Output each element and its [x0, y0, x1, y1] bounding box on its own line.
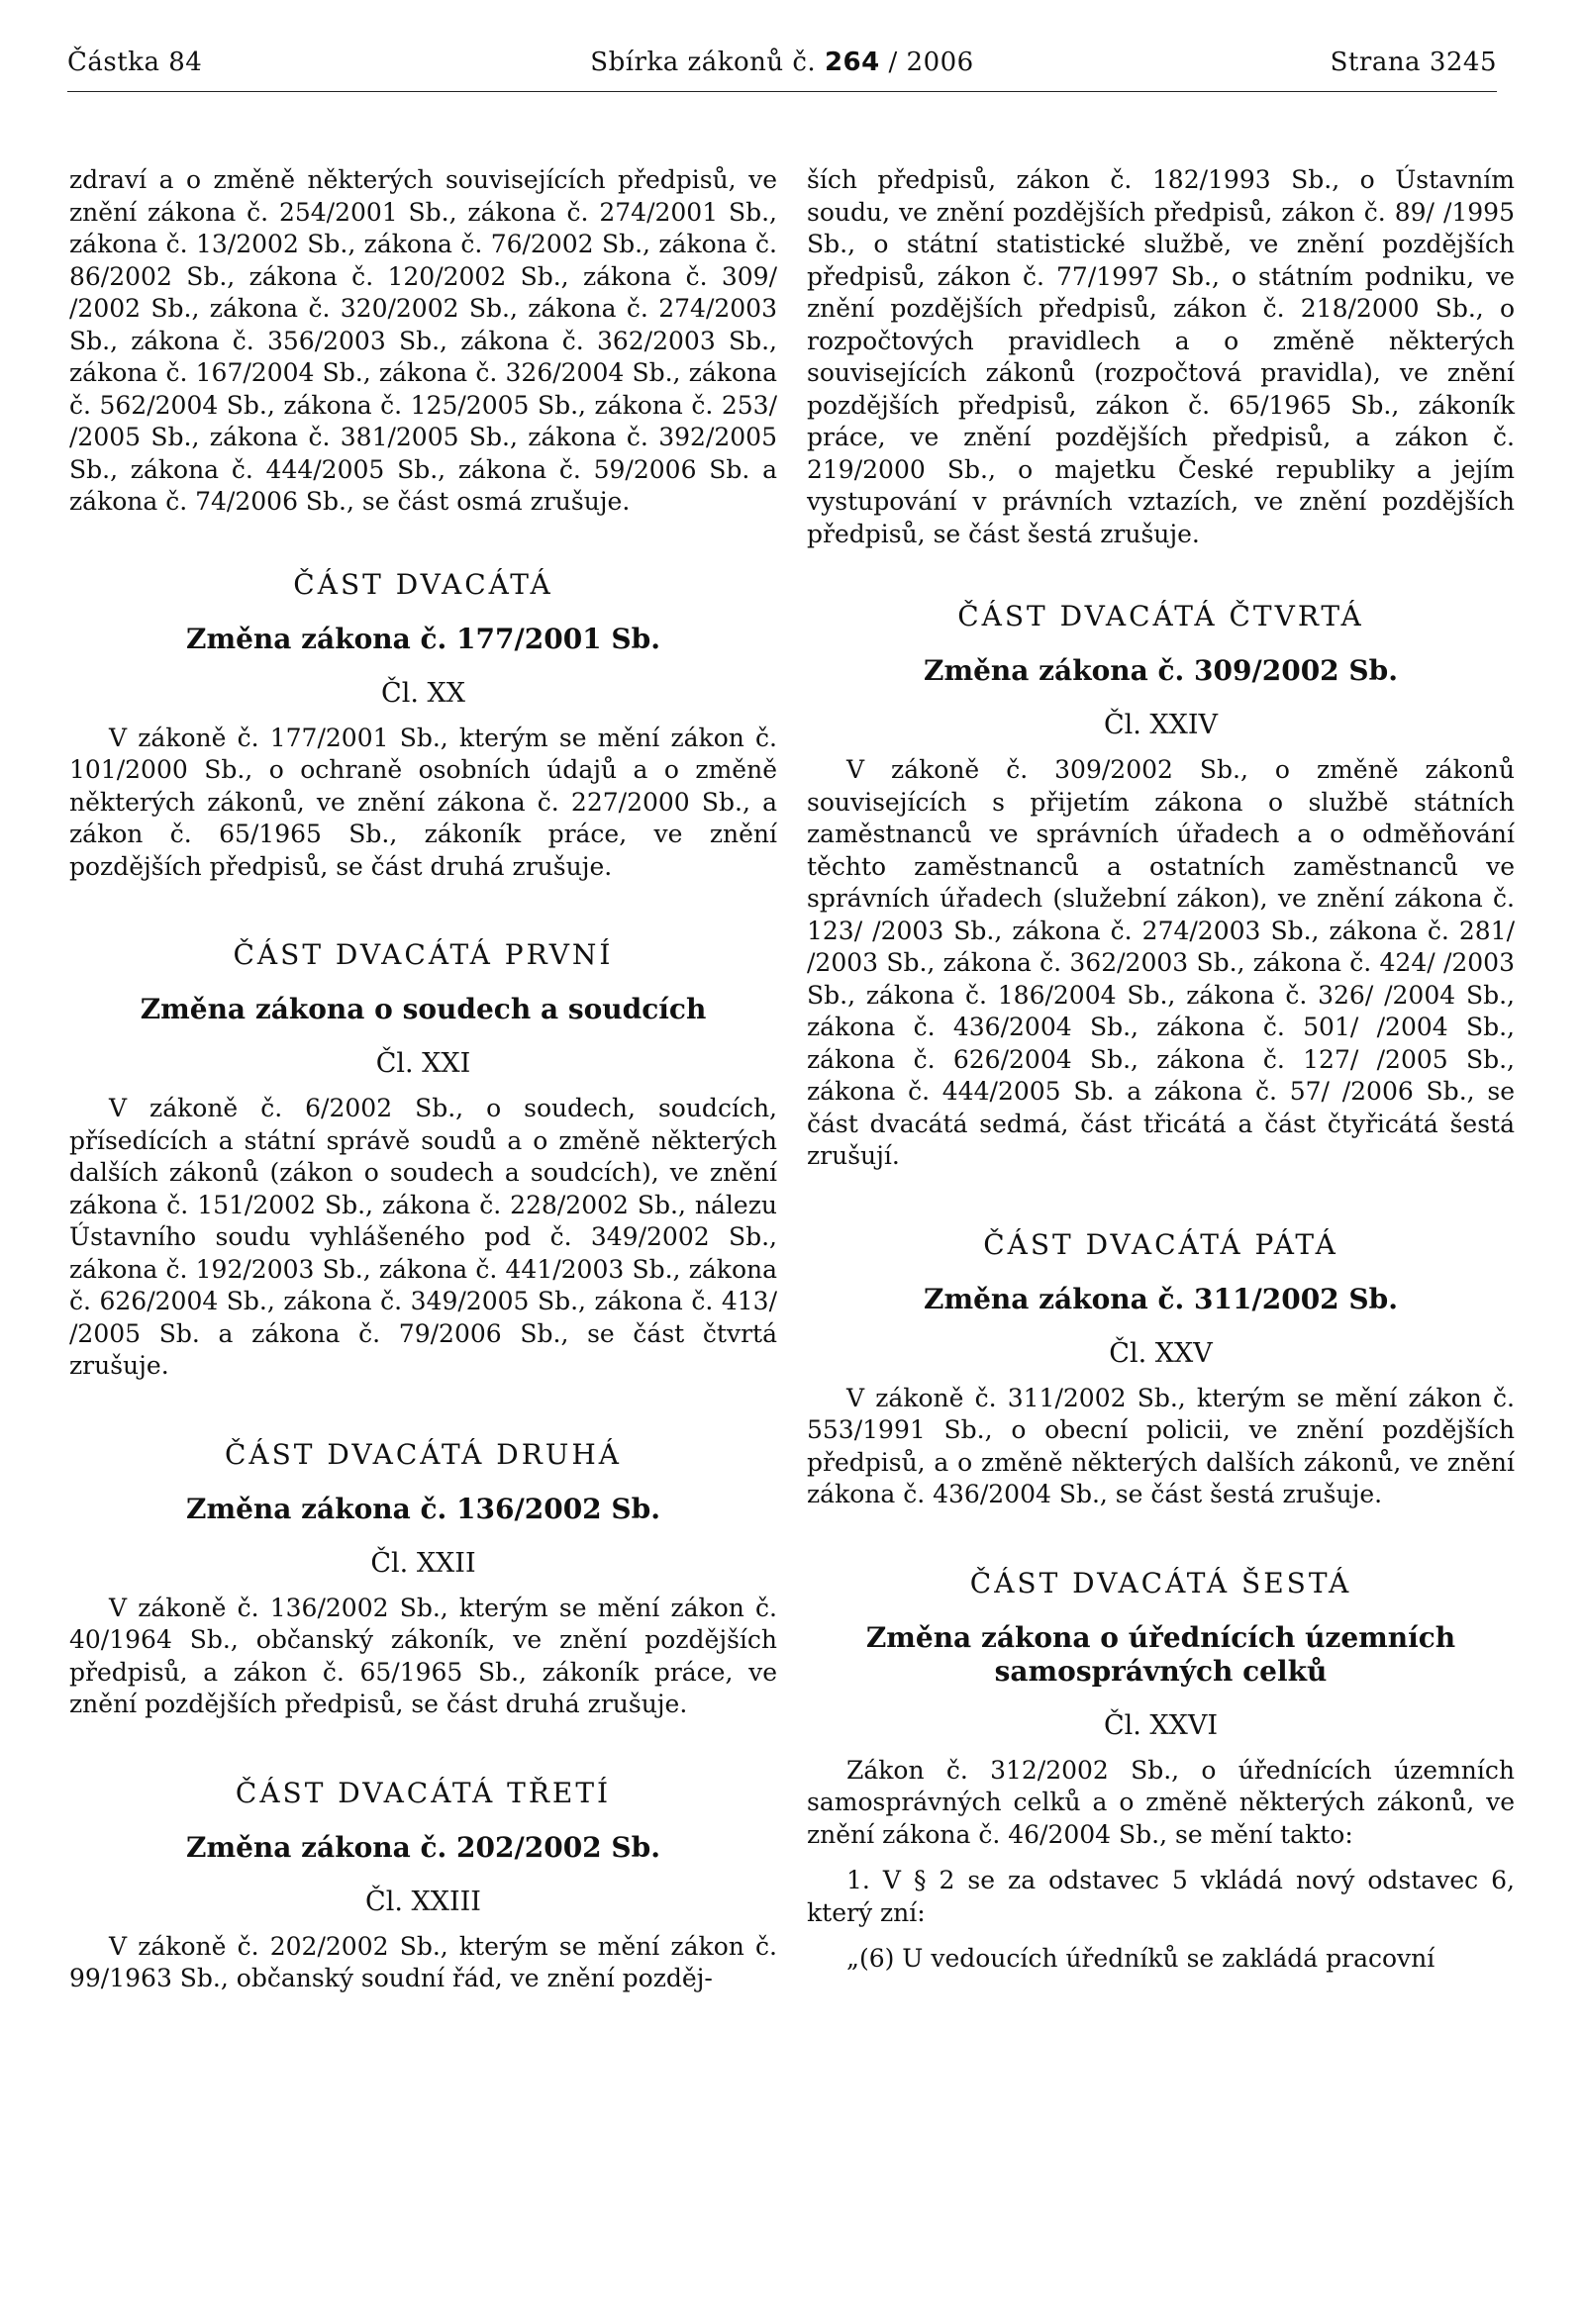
article-heading-22: Čl. XXII: [370, 1547, 476, 1579]
article-text-24: V zákoně č. 309/2002 Sb., o změně zákonů souvisejících s přijetím zákona o službě státních zaměstnanců ve správních úřadech a o odměňování těchto zaměstnanců a ostatních zaměstnanců ve správních úřadech (služební zákon), ve znění zákona č. 123/ /2003 Sb., zákona č. 274/2003 Sb., zákona č. 281/ /2003 Sb., zákona č. 362/2003 Sb., zákona č. 424/ /2003 Sb., zákona č. 186/2004 Sb., zákona č. 326/ /2004 Sb., zákona č. 436/2004 Sb., zákona č. 501/ /2004 Sb., zákona č. 626/2004 Sb., zákona č. 127/ /2005 Sb., zákona č. 444/2005 Sb. a zákona č. 57/ /2006 Sb., se část dvacátá sedmá, část třicátá a část čtyřicátá šestá zrušují.: [807, 755, 1515, 1170]
header-collection-year: / 2006: [888, 48, 974, 77]
part-heading-26: ČÁST DVACÁTÁ ŠESTÁ: [969, 1566, 1352, 1599]
part-heading-22: ČÁST DVACÁTÁ DRUHÁ: [224, 1437, 623, 1471]
header-page-number: Strana 3245: [1330, 48, 1497, 77]
article-text-21: V zákoně č. 6/2002 Sb., o soudech, soudcích, přísedících a státní správě soudů a o změně některých dalších zákonů (zákon o soudech a soudcích), ve znění zákona č. 151/2002 Sb., zákona č. 228/2002 Sb., nálezu Ústavního soudu vyhlášeného pod č. 349/2002 Sb., zákona č. 192/2003 Sb., zákona č. 441/2003 Sb., zákona č. 626/2004 Sb., zákona č. 349/2005 Sb., zákona č. 413/ /2005 Sb. a zákona č. 79/2006 Sb., se část čtvrtá zrušuje.: [69, 1094, 777, 1380]
header-collection-number: 264: [824, 48, 880, 77]
part-title-20: Změna zákona č. 177/2001 Sb.: [186, 622, 660, 655]
article-heading-20: Čl. XX: [381, 677, 465, 709]
header-collection-title: [67, 48, 1497, 77]
part-heading-24: ČÁST DVACÁTÁ ČTVRTÁ: [957, 600, 1364, 632]
part-title-24: Změna zákona č. 309/2002 Sb.: [924, 654, 1398, 687]
right-column: [807, 164, 1515, 1976]
article-heading-26: Čl. XXVI: [1103, 1709, 1219, 1741]
intro-paragraph: zdraví a o změně některých souvisejících předpisů, ve znění zákona č. 254/2001 Sb., zákona č. 274/2001 Sb., zákona č. 13/2002 Sb., zákona č. 76/2002 Sb., zákona č. 86/2002 Sb., zákona č. 120/2002 Sb., zákona č. 309/ /2002 Sb., zákona č. 320/2002 Sb., zákona č. 274/2003 Sb., zákona č. 356/2003 Sb., zákona č. 362/2003 Sb., zákona č. 167/2004 Sb., zákona č. 326/2004 Sb., zákona č. 562/2004 Sb., zákona č. 125/2005 Sb., zákona č. 253/ /2005 Sb., zákona č. 381/2005 Sb., zákona č. 392/2005 Sb., zákona č. 444/2005 Sb., zákona č. 59/2006 Sb. a zákona č. 74/2006 Sb., se část osmá zrušuje.: [69, 165, 777, 516]
article-heading-23: Čl. XXIII: [365, 1886, 481, 1917]
part-title-26: Změna zákona o úřednících územních samosprávných celků: [865, 1620, 1456, 1688]
part-title-25: Změna zákona č. 311/2002 Sb.: [924, 1282, 1398, 1315]
part-heading-21: ČÁST DVACÁTÁ PRVNÍ: [233, 938, 614, 971]
amendment-quote: „(6) U vedoucích úředníků se zakládá pracovní: [846, 1944, 1436, 1973]
amendment-item-1: 1. V § 2 se za odstavec 5 vkládá nový odstavec 6, který zní:: [807, 1866, 1515, 1927]
header-collection-prefix: Sbírka zákonů č.: [590, 48, 817, 77]
article-heading-24: Čl. XXIV: [1103, 710, 1219, 740]
article-text-22: V zákoně č. 136/2002 Sb., kterým se mění zákon č. 40/1964 Sb., občanský zákoník, ve znění pozdějších předpisů, a zákon č. 65/1965 Sb., zákoník práce, ve znění pozdějších předpisů, se část druhá zrušuje.: [69, 1593, 777, 1718]
part-heading-23: ČÁST DVACÁTÁ TŘETÍ: [235, 1776, 612, 1809]
part-heading-20: ČÁST DVACÁTÁ: [293, 567, 553, 601]
part-title-23: Změna zákona č. 202/2002 Sb.: [186, 1830, 660, 1864]
article-text-20: V zákoně č. 177/2001 Sb., kterým se mění zákon č. 101/2000 Sb., o ochraně osobních údajů a o změně některých zákonů, ve znění zákona č. 227/2000 Sb., a zákon č. 65/1965 Sb., zákoník práce, ve znění pozdějších předpisů, se část druhá zrušuje.: [69, 723, 777, 881]
article-text-23-continuation: ších předpisů, zákon č. 182/1993 Sb., o Ústavním soudu, ve znění pozdějších předpisů, zákon č. 89/ /1995 Sb., o státní statistické službě, ve znění pozdějších předpisů, zákon č. 77/1997 Sb., o státním podniku, ve znění pozdějších předpisů, zákon č. 218/2000 Sb., o rozpočtových pravidlech a o změně některých souvisejících zákonů (rozpočtová pravidla), ve znění pozdějších předpisů, zákon č. 65/1965 Sb., zákoník práce, ve znění pozdějších předpisů, a zákon č. 219/2000 Sb., o majetku České republiky a jejím vystupování v právních vztazích, ve znění pozdějších předpisů, se část šestá zrušuje.: [807, 165, 1515, 548]
left-column: [69, 164, 777, 1995]
article-text-25: V zákoně č. 311/2002 Sb., kterým se mění zákon č. 553/1991 Sb., o obecní policii, ve znění pozdějších předpisů, a o změně některých dalších zákonů, ve znění zákona č. 436/2004 Sb., se část šestá zrušuje.: [807, 1383, 1515, 1508]
article-heading-25: Čl. XXV: [1109, 1337, 1213, 1369]
part-title-21: Změna zákona o soudech a soudcích: [140, 993, 707, 1025]
page-header: [67, 48, 1497, 92]
article-heading-21: Čl. XXI: [375, 1048, 471, 1079]
part-heading-25: ČÁST DVACÁTÁ PÁTÁ: [983, 1227, 1338, 1261]
header-part-number: Částka 84: [67, 48, 203, 77]
part-title-22: Změna zákona č. 136/2002 Sb.: [186, 1492, 660, 1525]
article-text-26: Zákon č. 312/2002 Sb., o úřednících územních samosprávných celků a o změně některých zákonů, ve znění zákona č. 46/2004 Sb., se mění takto:: [807, 1755, 1515, 1849]
article-text-23-start: V zákoně č. 202/2002 Sb., kterým se mění zákon č. 99/1963 Sb., občanský soudní řád, ve znění pozděj-: [69, 1931, 777, 1992]
